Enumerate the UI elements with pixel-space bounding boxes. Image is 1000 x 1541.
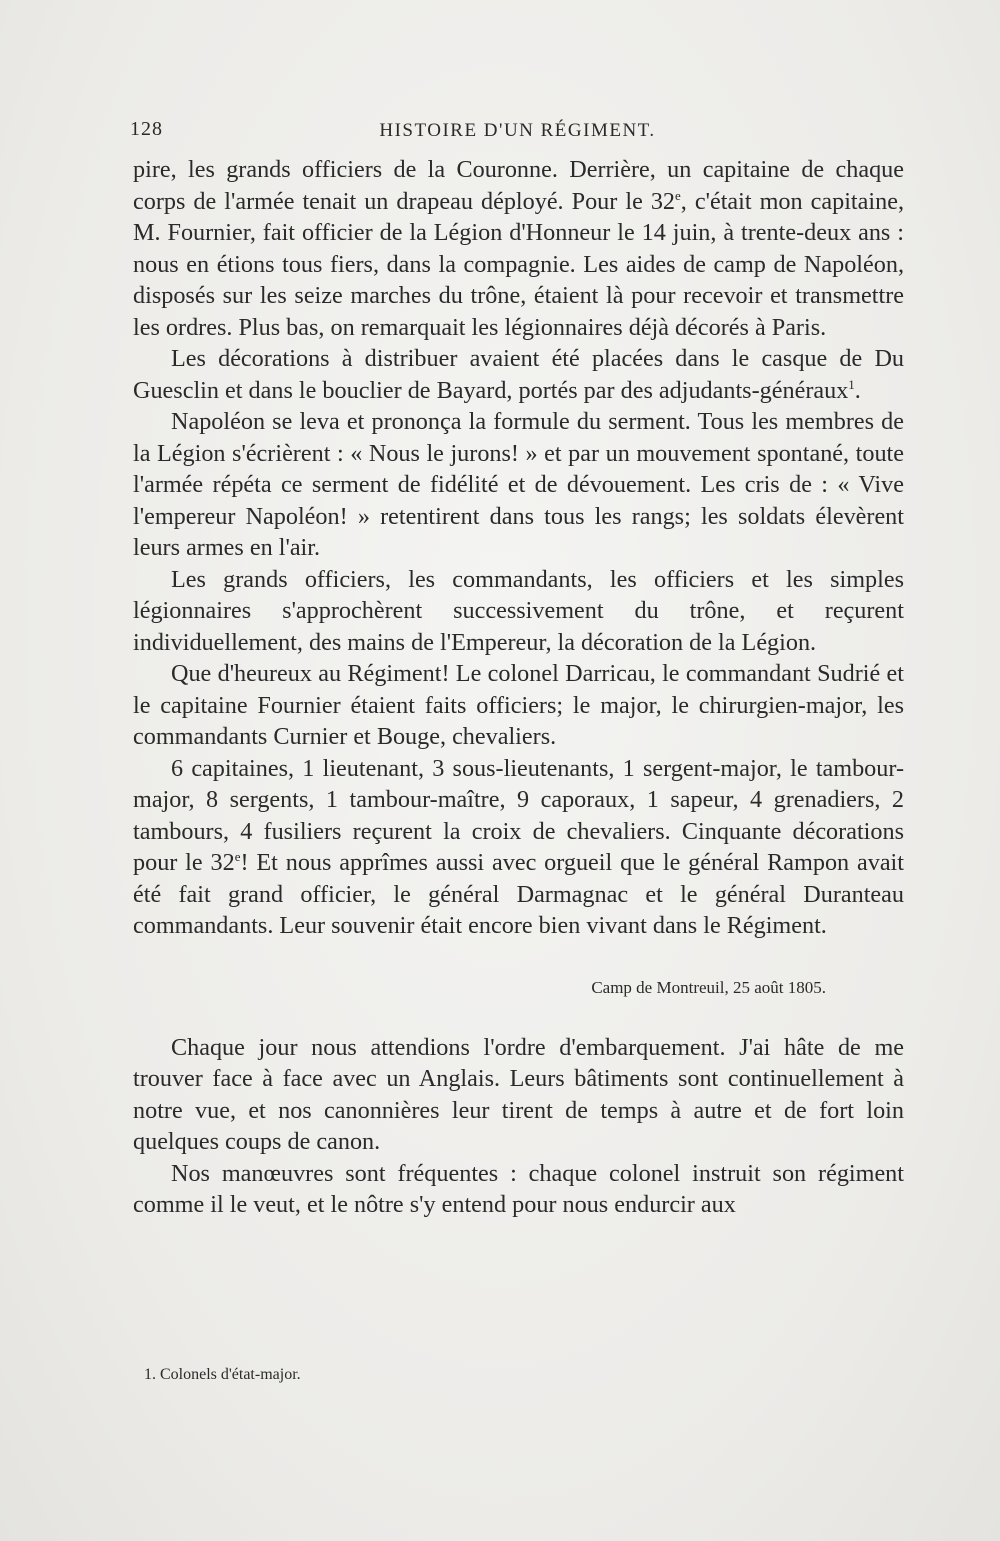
paragraph-3: Napoléon se leva et prononça la formule du serment. Tous les membres de la Légion s'écrièrent : « Nous le jurons! » et par un mouvement spontané, toute l'armée répéta ce serment de fidélité et de dévouement. Les cris de : « Vive l'empereur Napoléon! » retentirent dans tous les rangs; les soldats élevèrent leurs armes en l'air.	[133, 408, 904, 561]
page-number: 128	[130, 118, 163, 140]
paragraph-7: Chaque jour nous attendions l'ordre d'embarquement. J'ai hâte de me trouver face à face avec un Anglais. Leurs bâtiments sont continuellement à notre vue, et nos canonnières leur tirent de temps à autre et de fort loin quelques coups de canon.	[133, 1033, 904, 1155]
footnote: 1. Colonels d'état-major.	[144, 1366, 301, 1383]
paragraph-6-rest: ! Et nous apprîmes aussi avec orgueil que le général Rampon avait été fait grand officier, le général Darmagnac et le général Duranteau commandants. Leur souvenir était encore bien vivant dans le Régiment.	[133, 849, 904, 939]
paragraph-4: Les grands officiers, les commandants, les officiers et les simples légionnaires s'approchèrent successivement du trône, et reçurent individuellement, des mains de l'Empereur, la décoration de la Légion.	[133, 565, 904, 656]
paragraph-2	[133, 343, 904, 406]
paragraph-1	[133, 154, 904, 343]
dateline: Camp de Montreuil, 25 août 1805.	[591, 977, 826, 997]
body-text	[133, 154, 904, 1221]
paragraph-2-text: Les décorations à distribuer avaient été placées dans le casque de Du Guesclin et dans le bouclier de Bayard, portés par des adjudants-généraux	[133, 345, 904, 404]
paragraph-1-text: pire, les grands officiers de la Couronne. Derrière, un capitaine de chaque corps de l'armée tenait un drapeau déployé. Pour le 32	[133, 156, 904, 215]
paragraph-2-end: .	[854, 376, 861, 404]
paragraph-5: Que d'heureux au Régiment! Le colonel Darricau, le commandant Sudrié et le capitaine Fournier étaient faits officiers; le major, le chirurgien-major, les commandants Curnier et Bouge, chevaliers.	[133, 660, 904, 750]
paragraph-8: Nos manœuvres sont fréquentes : chaque colonel instruit son régiment comme il le veut, et le nôtre s'y entend pour nous endurcir aux	[133, 1159, 904, 1218]
running-title: HISTOIRE D'UN RÉGIMENT.	[379, 120, 656, 141]
ordinal-superscript: e	[234, 848, 241, 864]
ordinal-superscript: e	[675, 187, 681, 203]
footnote-reference: 1	[848, 376, 855, 392]
paragraph-6	[133, 753, 904, 942]
paragraph-1-rest: , c'était mon capitaine, M. Fournier, fait officier de la Légion d'Honneur le 14 juin, à trente-deux ans : nous en étions tous fiers, dans la compagnie. Les aides de camp de Napoléon, disposés sur les seize marches du trône, étaient là pour recevoir et transmettre les ordres. Plus bas, on remarquait les légionnaires déjà décorés à Paris.	[133, 187, 904, 341]
paragraph-6-text: 6 capitaines, 1 lieutenant, 3 sous-lieutenants, 1 sergent-major, le tambour-major, 8 sergents, 1 tambour-maître, 9 caporaux, 1 sapeur, 4 grenadiers, 2 tambours, 4 fusiliers reçurent la croix de chevaliers. Cinquante décorations pour le 32	[133, 754, 904, 876]
page-header	[130, 118, 905, 148]
